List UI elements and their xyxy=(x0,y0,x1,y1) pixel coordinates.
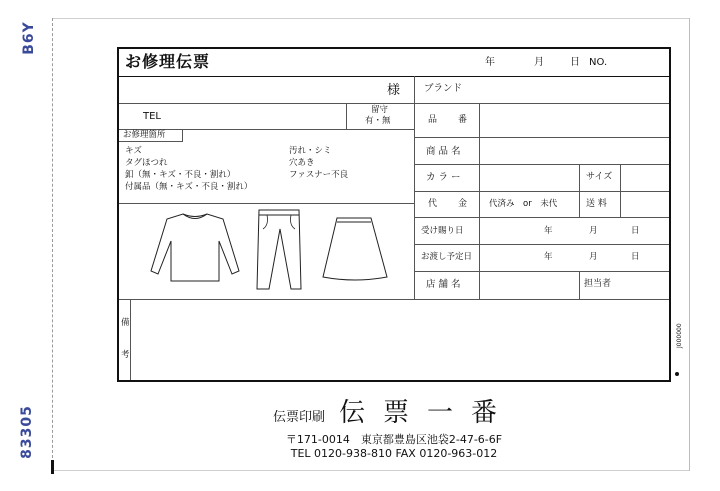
row-line xyxy=(414,103,669,104)
watashi-year: 年 xyxy=(544,252,553,262)
skirt-icon xyxy=(319,215,391,283)
header-month: 月 xyxy=(534,57,544,68)
repair-item: 釦（無・キズ・不良・割れ） xyxy=(125,170,236,180)
publisher-phone: TEL 0120-938-810 FAX 0120-963-012 xyxy=(290,446,498,460)
shohin-label: 商 品 名 xyxy=(426,146,461,157)
size-divider-right xyxy=(620,164,621,191)
label-column-divider xyxy=(479,103,480,299)
soryo-divider-left xyxy=(579,191,580,217)
brand-label: ブランド xyxy=(424,83,463,94)
uketori-year: 年 xyxy=(544,226,553,236)
sheet-top-border xyxy=(52,18,689,19)
tel-label: TEL xyxy=(143,111,161,122)
serial-number: J000000 xyxy=(676,323,683,348)
header-divider xyxy=(119,76,669,77)
publisher-label: 伝票印刷 xyxy=(272,410,325,425)
sheet-right-border xyxy=(689,18,690,471)
payment-options: 代済み or 未代 xyxy=(489,199,558,209)
row-line xyxy=(414,164,669,165)
uketori-month: 月 xyxy=(589,226,598,236)
repair-item: 穴あき xyxy=(289,158,315,168)
shirt-icon xyxy=(149,211,241,285)
row-line xyxy=(414,137,669,138)
repair-item: タグほつれ xyxy=(125,158,168,168)
row-line xyxy=(414,271,669,272)
remarks-label-bottom: 考 xyxy=(121,350,130,360)
rusu-options: 有・無 xyxy=(365,116,391,126)
tel-divider xyxy=(346,103,347,129)
row-line xyxy=(414,244,669,245)
watashi-day: 日 xyxy=(631,252,640,262)
publisher-block xyxy=(117,392,671,461)
size-code: B6Y xyxy=(20,21,37,55)
size-divider-left xyxy=(579,164,580,191)
uketori-label: 受け賜り日 xyxy=(421,226,464,236)
soryo-divider-right xyxy=(620,191,621,217)
remarks-label-divider xyxy=(130,299,131,380)
rusu-label: 留守 xyxy=(371,105,389,115)
remarks-label-top: 備 xyxy=(121,318,130,328)
remarks-top-line xyxy=(119,299,669,300)
tanto-label: 担当者 xyxy=(584,279,612,289)
uketori-day: 日 xyxy=(631,226,640,236)
perforation-line xyxy=(52,18,53,463)
tenpo-label: 店 舗 名 xyxy=(426,279,461,290)
header-year: 年 xyxy=(485,57,495,68)
customer-sama: 様 xyxy=(387,83,401,98)
watashi-label: お渡し予定日 xyxy=(421,252,473,262)
header-no: NO. xyxy=(589,57,608,68)
size-label: サイズ xyxy=(586,172,613,182)
name-row-line xyxy=(119,103,414,104)
watashi-month: 月 xyxy=(589,252,598,262)
repair-section-label: お修理箇所 xyxy=(123,130,166,140)
serial-dot xyxy=(675,372,679,376)
hinban-label: 品 番 xyxy=(428,115,474,125)
repair-slip-form xyxy=(117,47,671,382)
row-line xyxy=(414,191,669,192)
product-code: 83305 xyxy=(18,405,35,459)
form-title: お修理伝票 xyxy=(125,52,211,71)
daikin-label: 代 金 xyxy=(428,199,474,209)
tanto-divider xyxy=(579,271,580,299)
repair-items-line xyxy=(119,203,414,204)
repair-item: ファスナー不良 xyxy=(289,170,349,180)
sheet-bottom-border xyxy=(52,470,689,471)
soryo-label: 送 料 xyxy=(586,199,607,209)
publisher-name: 伝票一番 xyxy=(339,398,516,428)
repair-item: 汚れ・シミ xyxy=(289,146,332,156)
publisher-address: 〒171-0014 東京都豊島区池袋2-47-6-6F xyxy=(285,433,503,446)
row-line xyxy=(414,217,669,218)
pants-icon xyxy=(253,207,305,293)
repair-item: キズ xyxy=(125,146,142,156)
center-divider xyxy=(414,76,415,299)
color-label: カ ラ ー xyxy=(426,172,461,183)
header-day: 日 xyxy=(570,57,580,68)
repair-item: 付属品（無・キズ・不良・割れ） xyxy=(125,182,253,192)
margin-tick-mark xyxy=(51,460,54,474)
